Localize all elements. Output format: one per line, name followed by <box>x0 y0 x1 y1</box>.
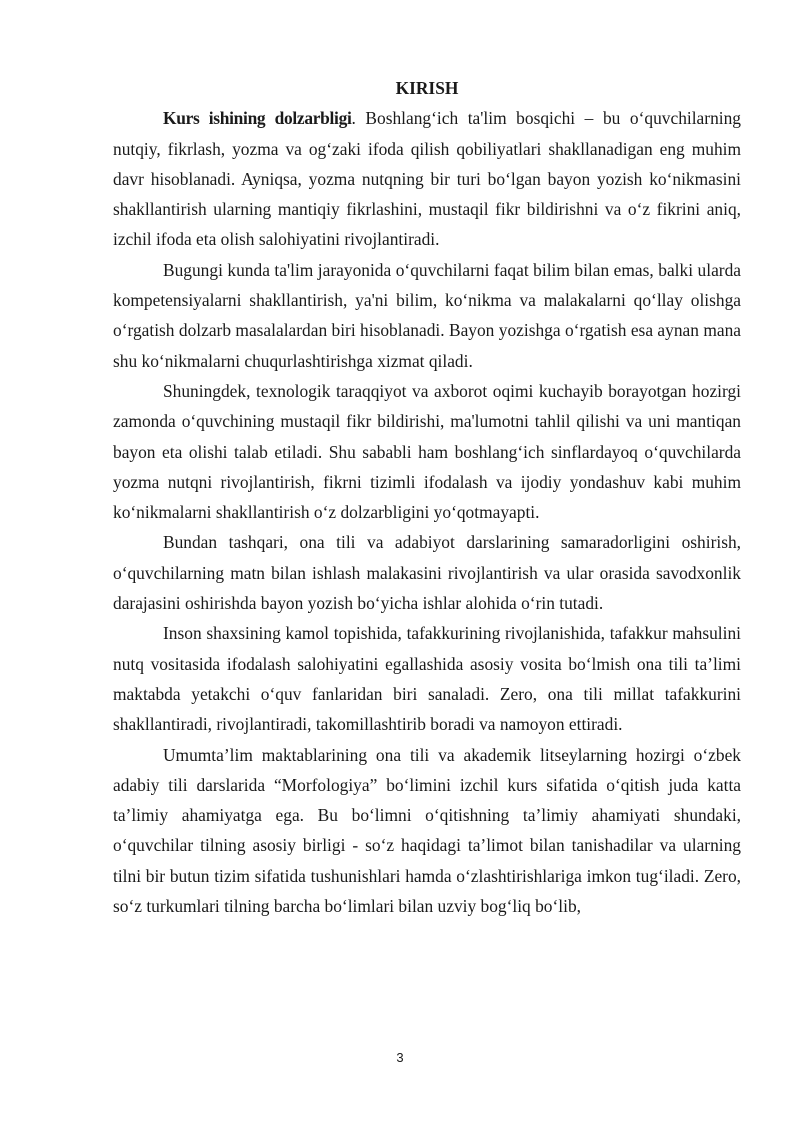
paragraph: Inson shaxsining kamol topishida, tafakkurining rivojlanishida, tafakkur mahsulini nutq vositasida ifodalash salohiyatini egallashida asosiy vosita bo‘lmish ona tili ta’limi maktabda yetakchi o‘quv fanlaridan biri sanaladi. Zero, ona tili millat tafakkurini shakllantiradi, rivojlantiradi, takomillashtirib boradi va namoyon ettiradi. <box>113 623 741 735</box>
paragraph: Bugungi kunda ta'lim jarayonida o‘quvchilarni faqat bilim bilan emas, balki ularda kompetensiyalarni shakllantirish, ya'ni bilim, ko‘nikma va malakalarni qo‘llay olishga o‘rgatish dolzarb masalalardan biri hisoblanadi. Bayon yozishga o‘rgatish esa aynan mana shu ko‘nikmalarni chuqurlashtirishga xizmat qiladi. <box>113 259 741 371</box>
document-body <box>113 73 741 921</box>
page-number: 3 <box>396 1050 404 1065</box>
paragraph-lead: Kurs ishining dolzarbligi <box>163 108 352 129</box>
paragraph-text: . Boshlang‘ich ta'lim bosqichi – bu o‘quvchilarning nutqiy, fikrlash, yozma va og‘zaki ifoda qilish qobiliyatlari shakllanadigan eng muhim davr hisoblanadi. Ayniqsa, yozma nutqning bir turi bo‘lgan bayon yozish ko‘nikmasini shakllantirish ularning mantiqiy fikrlashini, mustaqil fikr bildirishni va o‘z fikrini aniq, izchil ifoda eta olish salohiyatini rivojlantiradi. <box>113 108 741 250</box>
paragraph: Umumta’lim maktablarining ona tili va akademik litseylarning hozirgi o‘zbek adabiy tili darslarida “Morfologiya” bo‘limini izchil kurs sifatida o‘qitish juda katta ta’limiy ahamiyatga ega. Bu bo‘limni o‘qitishning ta’limiy ahamiyati shundaki, o‘quvchilar tilning asosiy birligi - so‘z haqidagi ta’limot bilan tanishadilar va ularning tilni bir butun tizim sifatida tushunishlari hamda o‘zlashtirishlariga imkon tug‘iladi. Zero, so‘z turkumlari tilning barcha bo‘limlari bilan uzviy bog‘liq bo‘lib, <box>113 744 741 917</box>
paragraph-relevance <box>113 103 741 254</box>
paragraph: Bundan tashqari, ona tili va adabiyot darslarining samaradorligini oshirish, o‘quvchilarning matn bilan ishlash malakasini rivojlantirish va ular orasida savodxonlik darajasini oshirishda bayon yozish bo‘yicha ishlar alohida o‘rin tutadi. <box>113 532 741 614</box>
paragraph: Shuningdek, texnologik taraqqiyot va axborot oqimi kuchayib borayotgan hozirgi zamonda o‘quvchining mustaqil fikr bildirishi, ma'lumotni tahlil qilishi va uni mantiqan bayon eta olishi talab etiladi. Shu sababli ham boshlang‘ich sinflardayoq o‘quvchilarda yozma nutqni rivojlantirish, fikrni tizimli ifodalash va ijodiy yondashuv kabi muhim ko‘nikmalarni shakllantirish o‘z dolzarbligini yo‘qotmayapti. <box>113 380 741 523</box>
section-title: KIRISH <box>395 78 459 98</box>
